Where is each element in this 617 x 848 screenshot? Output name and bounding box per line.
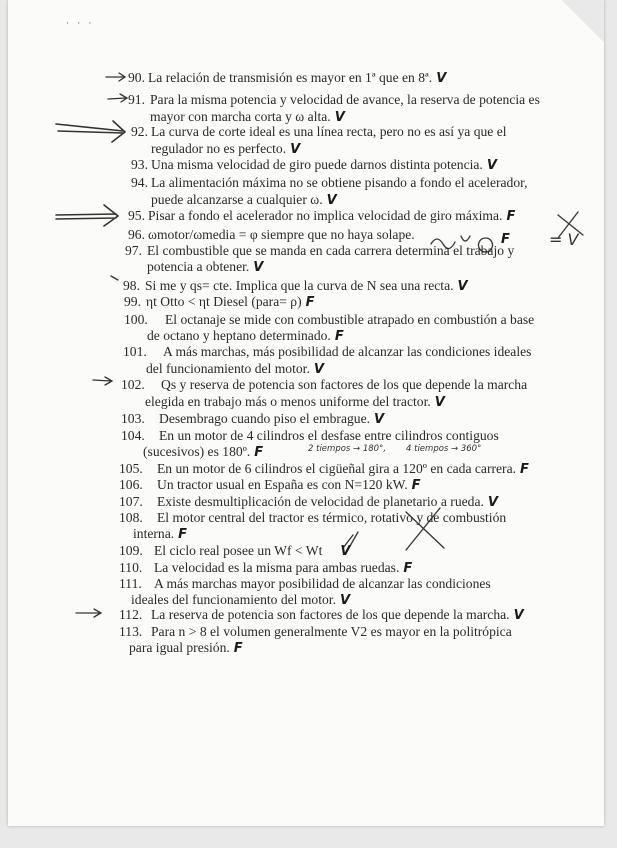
answer-mark: V [253,260,264,275]
question-number: 111. [119,576,142,591]
question-text: La relación de transmisión es mayor en 1ª que en 8ª. V [148,70,447,86]
question-text: Para n > 8 el volumen generalmente V2 es mayor en la politrópica [151,624,512,639]
question-text: ωmotor/ωmedia = φ siempre que no haya solape. [148,227,415,242]
question-text: Existe desmultiplicación de velocidad de planetario a rueda. V [157,494,498,510]
question-text-cont: del funcionamiento del motor. V [146,361,324,377]
question-number: 109. [119,543,143,558]
question-number: 102. [121,377,145,392]
question-text: Para la misma potencia y velocidad de avance, la reserva de potencia es [150,92,540,107]
arrow-91 [108,94,127,102]
question-number: 92. [131,124,148,139]
question-text-cont: (sucesivos) es 180º. F [143,444,264,460]
question-number: 112. [119,607,143,622]
question-number: 108. [119,510,143,525]
question-number: 106. [119,477,143,492]
answer-mark: V [313,362,324,377]
question-text: El octanaje se mide con combustible atrapado en combustión a base [165,312,535,327]
handwritten-note-104b: 4 tiempos → 360° [406,444,482,454]
question-number: 101. [123,344,147,359]
question-text-cont: mayor con marcha corta y ω alta. V [150,109,345,125]
question-number: 100. [124,312,148,327]
question-number: 98. [123,278,140,293]
document-page [8,0,604,826]
scan-speck: · · · [66,18,95,28]
answer-mark: V [290,142,301,157]
question-text: El combustible que se manda en cada carrera determina el trabajo y [147,243,515,258]
arrow-92 [56,121,125,142]
question-text: La alimentación máxima no se obtiene pisando a fondo el acelerador, [151,175,528,190]
question-text: Pisar a fondo el acelerador no implica velocidad de giro máxima. F [148,208,516,224]
question-text: La curva de corte ideal es una línea recta, pero no es así ya que el [151,124,507,139]
question-text-cont: de octano y heptano determinado. F [147,328,344,344]
question-text: El motor central del tractor es térmico, rotativo y de combustión [157,510,507,525]
answer-mark: F [178,527,188,542]
question-text: La reserva de potencia son factores de los que depende la marcha. V [151,607,524,623]
question-text-cont: regulador no es perfecto. V [151,141,301,157]
answer-mark: V [374,412,385,427]
handwritten-note-95: = V [549,230,579,249]
question-text-cont: puede alcanzarse a cualquier ω. V [151,192,337,208]
question-text-cont: ideales del funcionamiento del motor. V [131,592,351,608]
arrow-90 [106,73,125,81]
question-text: Desembrago cuando piso el embrague. V [159,411,385,427]
answer-mark: V [486,158,497,173]
question-text: El ciclo real posee un Wf < Wt V [154,543,351,559]
tick-98 [111,276,118,280]
answer-mark: F [501,232,510,247]
question-number: 97. [125,243,142,258]
question-text: En un motor de 4 cilindros el desfase entre cilindros contiguos [159,428,499,443]
question-text: A más marchas, más posibilidad de alcanzar las condiciones ideales [163,344,532,359]
answer-mark: V [326,193,337,208]
question-number: 93. [131,157,148,172]
answer-mark: V [434,395,445,410]
answer-mark: V [339,593,351,608]
answer-mark: F [334,329,344,344]
question-number: 110. [119,560,143,575]
answer-mark: V [513,608,524,623]
handwritten-note-104a: 2 tiempos → 180°, [308,444,387,454]
answer-mark: V [457,279,468,294]
question-number: 99. [124,294,141,309]
question-text-cont: elegida en trabajo más o menos uniforme del tractor. V [145,394,445,410]
arrow-102 [93,377,112,385]
question-text: A más marchas mayor posibilidad de alcanzar las condiciones [154,576,491,591]
question-text: Una misma velocidad de giro puede darnos distinta potencia. V [151,157,497,173]
question-number: 91. [128,92,145,107]
question-number: 95. [128,208,145,223]
answer-mark: V [340,544,351,559]
question-number: 113. [119,624,143,639]
question-number: 96. [128,227,145,242]
question-text: Un tractor usual en España es con N=120 kW. F [157,477,421,493]
answer-mark: F [305,295,315,310]
answer-mark: F [506,209,516,224]
answer-mark: V [436,71,447,86]
answer-mark: F [520,462,529,477]
question-text: La velocidad es la misma para ambas ruedas. F [154,560,413,576]
answer-mark: V [487,495,498,510]
answer-mark: V [334,110,345,125]
answer-mark: F [403,561,413,576]
question-number: 107. [119,494,143,509]
answer-mark: F [411,478,421,493]
question-text-cont: potencia a obtener. V [147,259,264,275]
answer-mark: F [233,641,243,656]
question-text-cont: para igual presión. F [129,640,243,656]
question-number: 105. [119,461,143,476]
question-text-cont: interna. F [133,526,188,542]
question-text: Qs y reserva de potencia son factores de los que depende la marcha [161,377,528,392]
question-number: 90. [128,70,145,85]
question-text: En un motor de 6 cilindros el cigüeñal gira a 120º en cada carrera. F [157,461,529,477]
question-text: ηt Otto < ηt Diesel (para= ρ) F [146,294,315,310]
question-number: 104. [121,428,145,443]
arrow-95 [56,205,118,226]
arrow-112 [76,609,101,617]
answer-mark: F [254,445,264,460]
question-number: 103. [121,411,145,426]
question-number: 94. [131,175,148,190]
question-text: Si me y qs= cte. Implica que la curva de N sea una recta. V [145,278,468,294]
